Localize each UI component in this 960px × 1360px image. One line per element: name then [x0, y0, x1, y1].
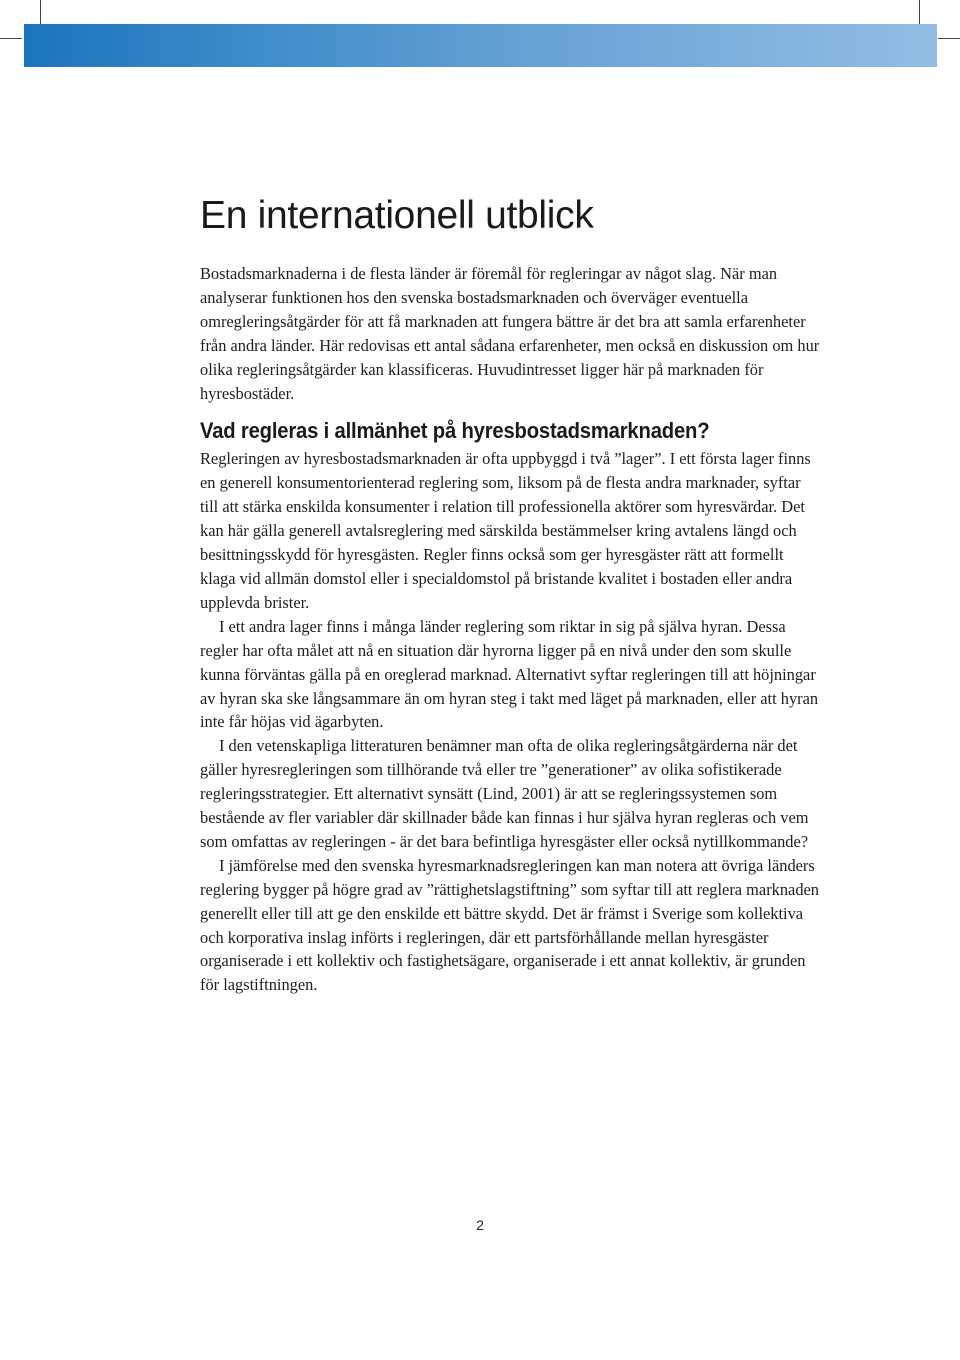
crop-mark-left — [0, 38, 22, 39]
header-color-band — [24, 24, 937, 67]
crop-mark-right — [938, 38, 960, 39]
body-paragraph: I den vetenskapliga litteraturen benämner man ofta de olika regleringsåtgärderna när det gäller hyresregleringen som tillhörande två eller tre ”generationer” av olika sofistikerade regleringsstrategier. Ett alternativt synsätt (Lind, 2001) är att se regleringssystemen som bestående av fler variabler där skillnader både kan finnas i hur själva hyran regleras och vem som omfattas av regleringen - är det bara befintliga hyresgäster eller också nytillkommande? — [200, 736, 809, 851]
page-content — [200, 190, 820, 997]
body-paragraph: I ett andra lager finns i många länder reglering som riktar in sig på själva hyran. Dessa regler har ofta målet att nå en situation där hyrorna ligger på en nivå under den som skulle kunna förväntas gälla på en oreglerad marknad. Alternativt syftar regleringen till att höjningar av hyran ska ske långsammare än om hyran steg i takt med läget på marknaden, eller att hyran inte får höjas vid ägarbyten. — [200, 616, 819, 732]
crop-mark-top-right — [919, 0, 920, 24]
body-paragraph: I jämförelse med den svenska hyresmarknadsregleringen kan man notera att övriga länders reglering bygger på högre grad av ”rättighetslagstiftning” som syftar till att reglera marknaden generellt eller till att ge den enskilde ett bättre skydd. Det är främst i Sverige som kollektiva och korporativa inslag införts i regleringen, där ett partsförhållande mellan hyresgäster organiserade i ett kollektiv och fastighetsägare, organiserade i ett annat kollektiv, är grunden för lagstiftningen. — [200, 855, 819, 995]
page-number: 2 — [476, 1217, 484, 1233]
page-title: En internationell utblick — [200, 194, 594, 237]
section-heading: Vad regleras i allmänhet på hyresbostadsmarknaden? — [200, 418, 710, 444]
crop-mark-top-left — [40, 0, 41, 24]
body-paragraph: Regleringen av hyresbostadsmarknaden är ofta uppbyggd i två ”lager”. I ett första lager finns en generell konsumentorienterad reglering som, liksom på de flesta andra marknader, syftar till att stärka enskilda konsumenter i relation till professionella aktörer som hyresvärdar. Det kan här gälla generell avtalsreglering med särskilda bestämmelser kring avtalens längd och besittningsskydd för hyresgästen. Regler finns också som ger hyresgäster rätt att formellt klaga vid allmän domstol eller i specialdomstol på bristande kvalitet i bostaden eller andra upplevda brister. — [200, 449, 811, 612]
intro-paragraph: Bostadsmarknaderna i de flesta länder är föremål för regleringar av något slag. När man analyserar funktionen hos den svenska bostadsmarknaden och överväger eventuella omregleringsåtgärder för att få marknaden att fungera bättre är det bra att samla erfarenheter från andra länder. Här redovisas ett antal sådana erfarenheter, men också en diskussion om hur olika regleringsåtgärder kan klassificeras. Huvudintresset ligger här på marknaden för hyresbostäder. — [200, 264, 820, 403]
